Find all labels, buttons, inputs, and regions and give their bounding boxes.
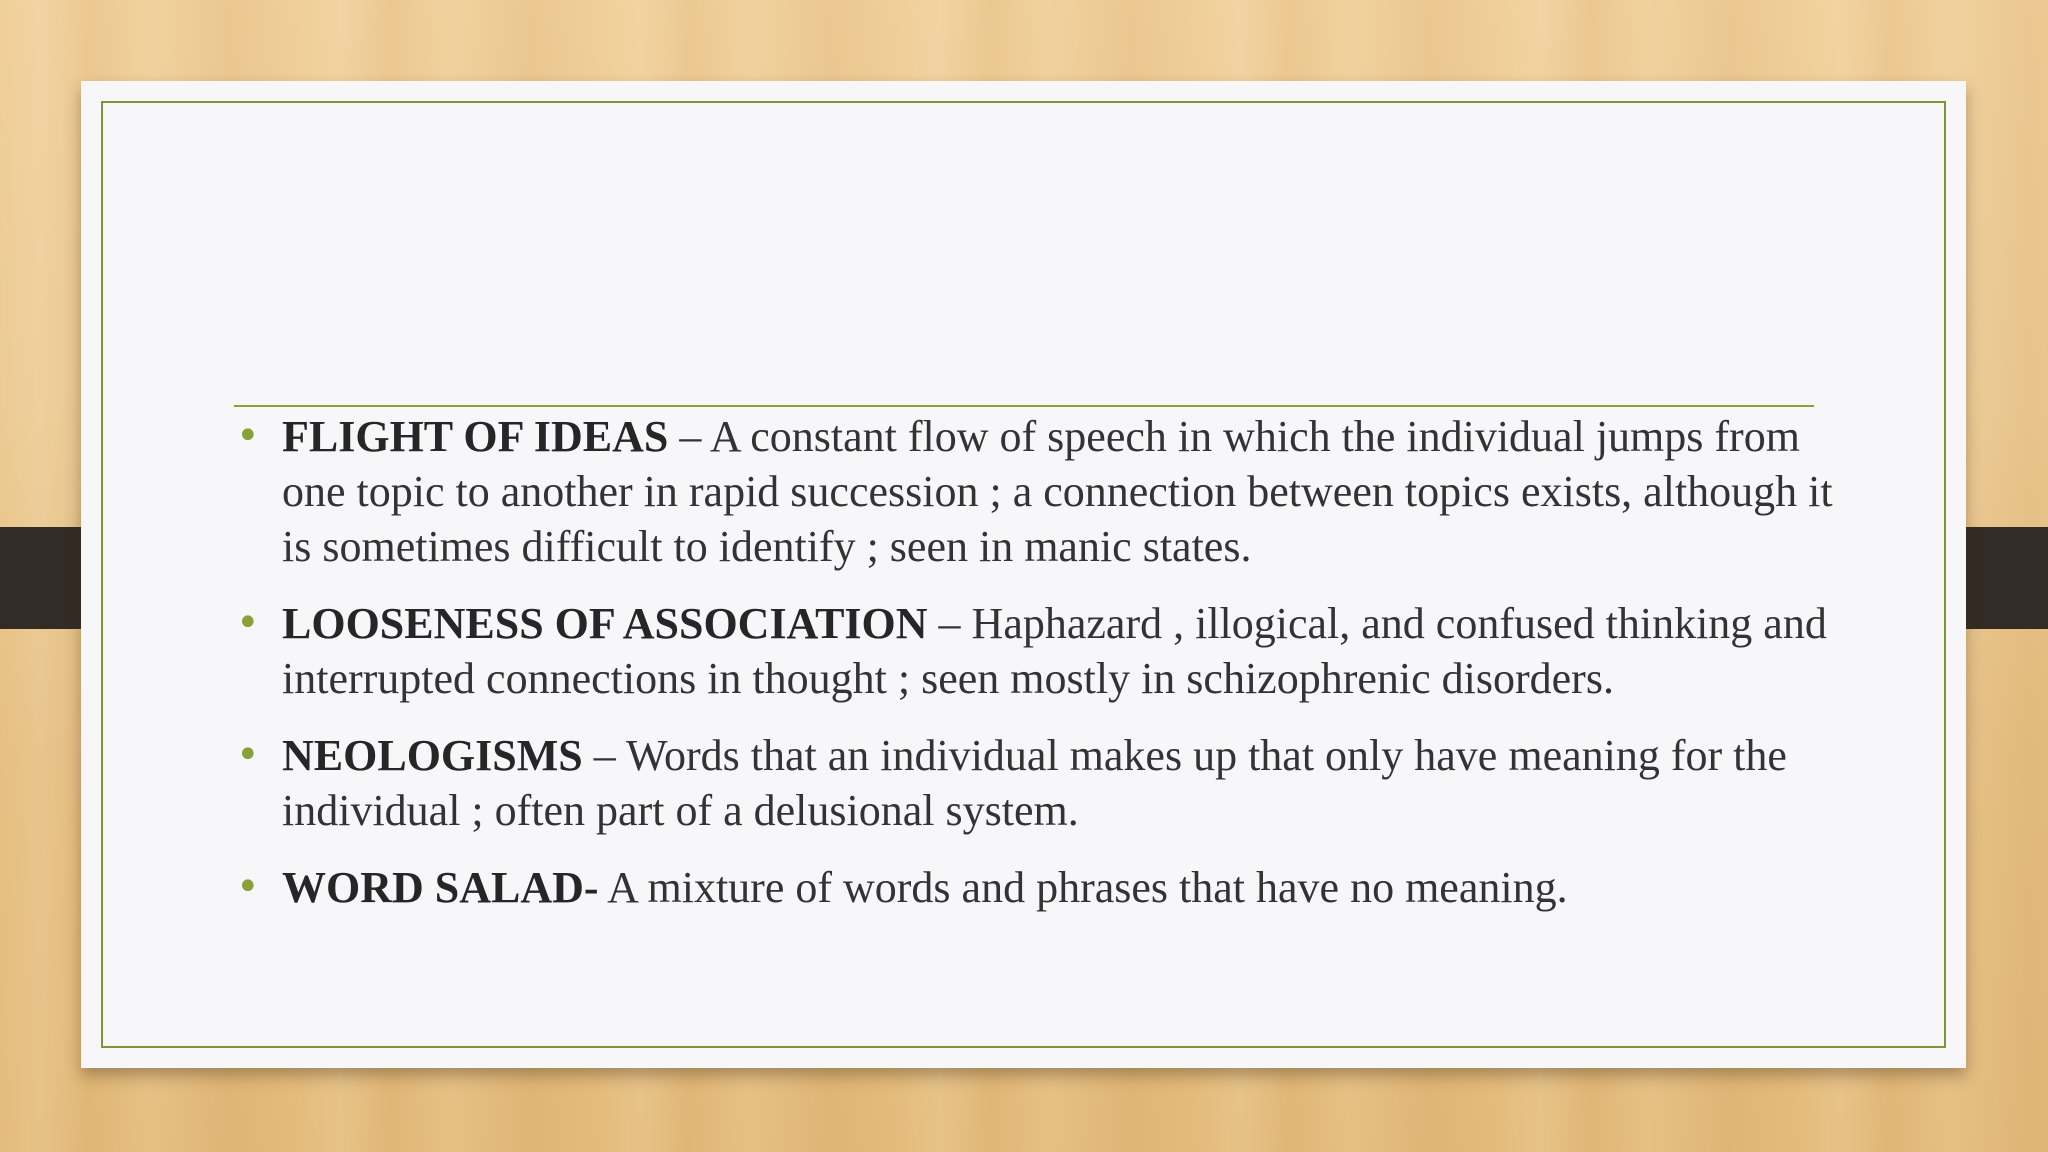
title-rule [234, 405, 1814, 407]
bullet-definition: – A constant flow of speech in which the individual jumps from one topic to another in rapid succession ; a connection between topics exists, although it is sometimes difficult to identify ; seen in manic states. [282, 412, 1833, 571]
bullet-term: LOOSENESS OF ASSOCIATION [282, 599, 928, 648]
bullet-item-flight-of-ideas [234, 409, 1834, 574]
bullet-list [234, 409, 1834, 937]
bullet-item-word-salad [234, 860, 1834, 915]
bullet-item-neologisms [234, 728, 1834, 838]
bullet-term: FLIGHT OF IDEAS [282, 412, 669, 461]
bullet-definition: – Haphazard , illogical, and confused thinking and interrupted connections in thought ; seen mostly in schizophrenic disorders. [282, 599, 1827, 703]
bullet-dot-icon: • [236, 864, 260, 910]
bullet-term: WORD SALAD- [282, 863, 599, 912]
bullet-dot-icon: • [236, 600, 260, 646]
bullet-item-looseness-of-association [234, 596, 1834, 706]
bullet-definition: – Words that an individual makes up that only have meaning for the individual ; often part of a delusional system. [282, 731, 1787, 835]
bullet-term: NEOLOGISMS [282, 731, 583, 780]
slide [81, 81, 1966, 1068]
bullet-dot-icon: • [236, 413, 260, 459]
bullet-definition: A mixture of words and phrases that have no meaning. [598, 863, 1568, 912]
bullet-dot-icon: • [236, 732, 260, 778]
